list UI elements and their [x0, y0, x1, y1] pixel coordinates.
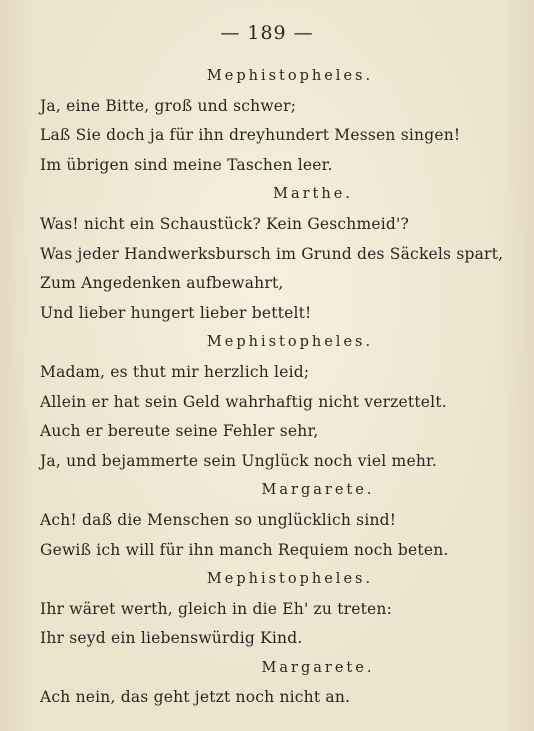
text-block [38, 62, 518, 713]
verse-line: Was! nicht ein Schaustück? Kein Geschmeid'? [40, 214, 410, 233]
verse-line: Laß Sie doch ja für ihn dreyhundert Messen singen! [40, 126, 461, 145]
speaker-name: Mephistopheles. [206, 68, 374, 84]
verse-line: Ihr seyd ein liebenswürdig Kind. [40, 629, 303, 648]
page-number: — 189 — [220, 22, 314, 44]
verse-line: Allein er hat sein Geld wahrhaftig nicht verzettelt. [40, 392, 447, 411]
verse-line: Gewiß ich will für ihn manch Requiem noch beten. [40, 540, 449, 559]
verse-line: Ihr wäret werth, gleich in die Eh' zu treten: [40, 599, 393, 618]
verse-line: Ja, eine Bitte, groß und schwer; [40, 96, 297, 115]
verse-line: Zum Angedenken aufbewahrt, [40, 274, 284, 293]
speaker-name: Margarete. [261, 659, 375, 676]
verse-line: Und lieber hungert lieber bettelt! [40, 303, 312, 322]
verse-line: Ach! daß die Menschen so unglücklich sind! [40, 510, 397, 529]
verse-line: Ach nein, das geht jetzt noch nicht an. [40, 688, 351, 707]
speaker-name: Mephistopheles. [206, 571, 374, 588]
speaker-name: Mephistopheles. [206, 334, 374, 351]
verse-line: Was jeder Handwerksbursch im Grund des Säckels spart, [40, 244, 504, 263]
speaker-name: Marthe. [273, 186, 353, 203]
verse-line: Ja, und bejammerte sein Unglück noch viel mehr. [40, 451, 438, 470]
speaker-name: Margarete. [261, 482, 375, 499]
verse-line: Auch er bereute seine Fehler sehr, [40, 422, 319, 441]
verse-line: Im übrigen sind meine Taschen leer. [40, 155, 333, 174]
verse-line: Madam, es thut mir herzlich leid; [40, 362, 310, 381]
